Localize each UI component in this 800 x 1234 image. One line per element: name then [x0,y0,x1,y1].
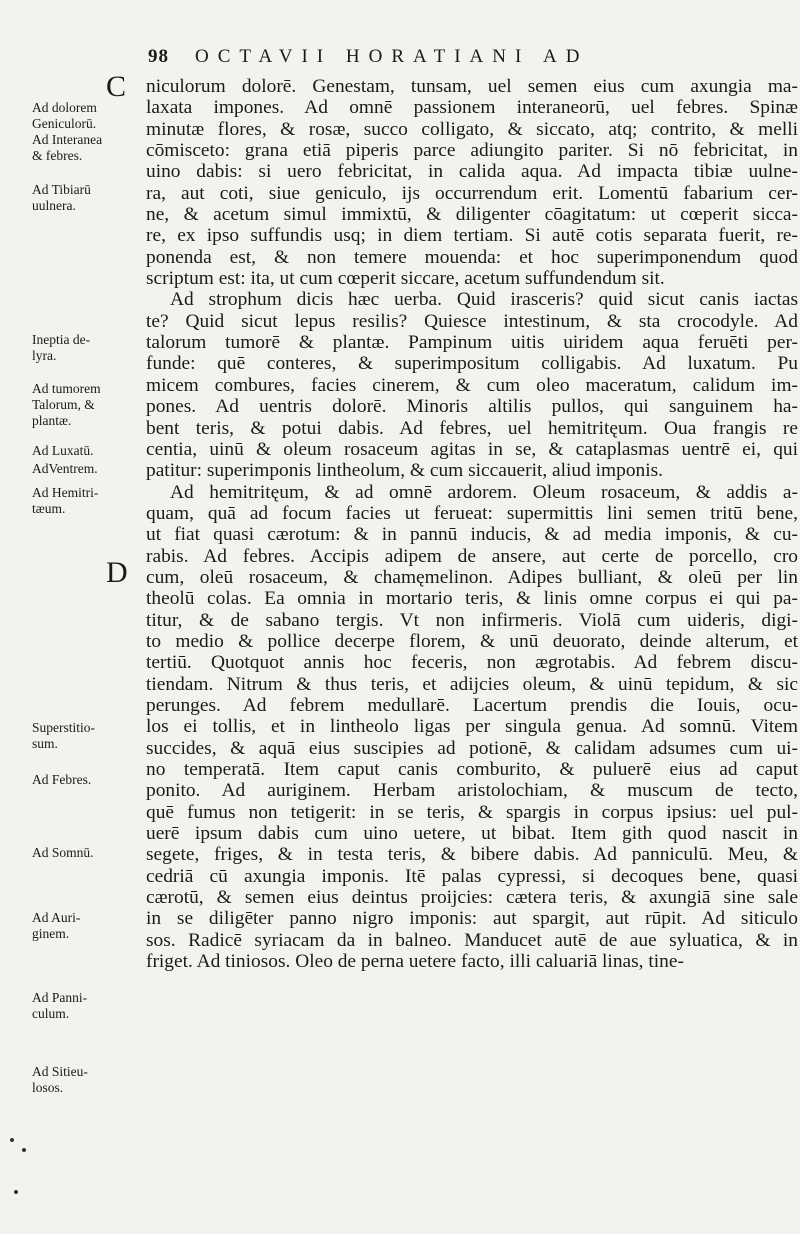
section-letter-c: C [106,70,127,103]
text-line: ut fiat quasi cærotum: & in pannū inducis, & ad media imponis, & cu- [146,524,798,546]
text-line: titur, & de sabano tergis. Vt non infirmeris. Violā cum uideris, digi- [146,609,798,631]
text-line: los ei tollis, et in lintheolo ligas per singula genua. Ad somnū. Vitem [146,716,798,738]
text-line: Ad hemitritęum, & ad omnē ardorem. Oleum rosaceum, & addis a- [170,481,798,503]
margin-note: AdVentrem. [32,461,98,476]
text-line: in se diligēter panno nigro imponis: aut spargit, aut rūpit. Ad siticulo [146,908,798,930]
margin-note: Ad Hemitri- tæum. [32,485,99,516]
text-line: ra, aut coti, siue geniculo, ijs occurrendum erit. Lomentū fabarium cer- [146,182,798,204]
text-line: ponenda est, & non temere mouenda: et hoc superimponendum quod [146,246,798,268]
text-line: cum, oleū rosaceum, & chamęmelinon. Adipes bulliant, & oleū per lin [146,566,798,588]
text-line: ponito. Ad auriginem. Herbam aristolochiam, & muscum de tecto, [146,780,798,802]
text-line: rabis. Ad febres. Accipis adipem de ansere, aut certe de porcello, cro [146,545,798,567]
text-line: re, ex ipso suffundis usq; in diem tertiam. Si autē cotis separata fuerit, re- [146,225,798,247]
ink-speck [22,1148,26,1152]
text-line: minutæ flores, & rosæ, succo colligato, & siccato, atq; contrito, & melli [146,118,798,140]
text-line: quam, quā ad focum facies ut ferueat: supermittis lini semen tritū bene, [146,502,798,524]
text-line: pones. Ad uentris dolorē. Minoris altilis pullos, qui sanguinem ha- [146,396,798,418]
text-line: talorum tumorē & plantæ. Pampinum uitis uiridem aqua feruēti per- [146,332,798,354]
margin-note: Ad Sitieu- losos. [32,1064,88,1095]
margin-note: Superstitio- sum. [32,720,95,751]
text-line: cedriā cū axungia imponis. Itē palas cypressi, si decoques bene, quasi [146,865,798,887]
section-letter-d: D [106,556,128,589]
running-header [148,46,788,76]
text-line: tertiū. Quotquot annis hoc feceris, non ægrotabis. Ad febrem discu- [146,652,798,674]
text-line: scriptum est: ita, ut cum cœperit siccare, acetum suffundendum sit. [146,268,665,290]
text-line: theolū colas. Ea omnia in mortario teris, & linis omne corpus ei qui pa- [146,588,798,610]
margin-note: Ad dolorem Geniculorū. Ad Interanea & febres. [32,100,103,163]
margin-note: Ad Somnū. [32,845,94,860]
text-line: to medio & pollice decerpe florem, & unū deuorato, deinde alterum, et [146,630,798,652]
text-line: friget. Ad tiniosos. Oleo de perna uetere facto, illi caluariā linas, tine- [146,951,684,973]
text-line: segete, friges, & in testa teris, & bibere dabis. Ad panniculū. Meu, & [146,844,798,866]
ink-speck [14,1190,18,1194]
text-line: Ad strophum dicis hæc uerba. Quid irasceris? quid sicut canis iactas [170,289,798,311]
text-line: tiendam. Nitrum & thus teris, et adijcies oleum, & uinū tepidum, & sic [146,673,798,695]
margin-note: Ad tumorem Talorum, & plantæ. [32,381,101,428]
running-title: OCTAVII HORATIANI AD [195,46,589,67]
text-line: bent teris, & potui dabis. Ad febres, uel hemitritęum. Oua frangis re [146,417,798,439]
page-number: 98 [148,46,169,67]
text-line: uino dabis: si uero febricitat, in calida aqua. Ad impacta tibiæ uulne- [146,161,798,183]
text-line: laxata impones. Ad omnē passionem interaneorū, uel febres. Spinæ [146,97,798,119]
text-line: no temperatā. Item caput canis comburito, & puluerē eius ad caput [146,759,798,780]
text-line: ne, & acetum simul immixtū, & diligenter cōagitatum: ut cœperit sicca- [146,204,798,226]
text-line: succides, & aquā eius suscipies ad potionē, & calidam adsumes cum ui- [146,737,798,759]
margin-note: Ad Auri- ginem. [32,910,81,941]
text-line: sos. Radicē syriacam da in balneo. Manducet autē de aue syluatica, & in [146,929,798,951]
text-line: niculorum dolorē. Genestam, tunsam, uel semen eius cum axungia ma- [146,76,798,97]
text-line: cærotū, & semen eius deintus proijcies: cætera teris, & axungiā sine sale [146,887,798,909]
text-line: perunges. Ad febrem medullarē. Lacertum prendis die Iouis, ocu- [146,694,798,716]
margin-note: Ad Panni- culum. [32,990,88,1021]
main-text-block [146,76,798,972]
margin-note: Ad Tibiarū uulnera. [32,182,91,213]
text-line: micem combures, facies cinerem, & cum oleo maceratum, calidum im- [146,374,798,396]
text-line: cōmisceto: grana etiā piperis parce adiungito pariter. Si nō febricitat, in [146,140,798,162]
text-line: quē fumus non tetigerit: in se teris, & spargis in corpus ipsius: uel pul- [146,801,798,823]
text-line: patitur: superimponis lintheolum, & cum siccauerit, aliud imponis. [146,460,664,482]
text-line: te? Quid sicut lepus resilis? Quiesce intestinum, & sta crocodyle. Ad [146,310,798,332]
margin-note: Ad Febres. [32,772,92,787]
margin-note: Ineptia de- lyra. [32,332,91,363]
ink-speck [10,1138,14,1142]
text-line: centia, uinū & oleum rosaceum agitas in se, & cataplasmas uentrē ei, qui [146,438,798,460]
margin-note: Ad Luxatū. [32,443,94,458]
text-line: uerē ipsum dabis cum uino uetere, ut bibat. Item gith quod nascit in [146,823,798,845]
text-line: funde: quē conteres, & superimpositum colligabis. Ad luxatum. Pu [146,353,798,375]
